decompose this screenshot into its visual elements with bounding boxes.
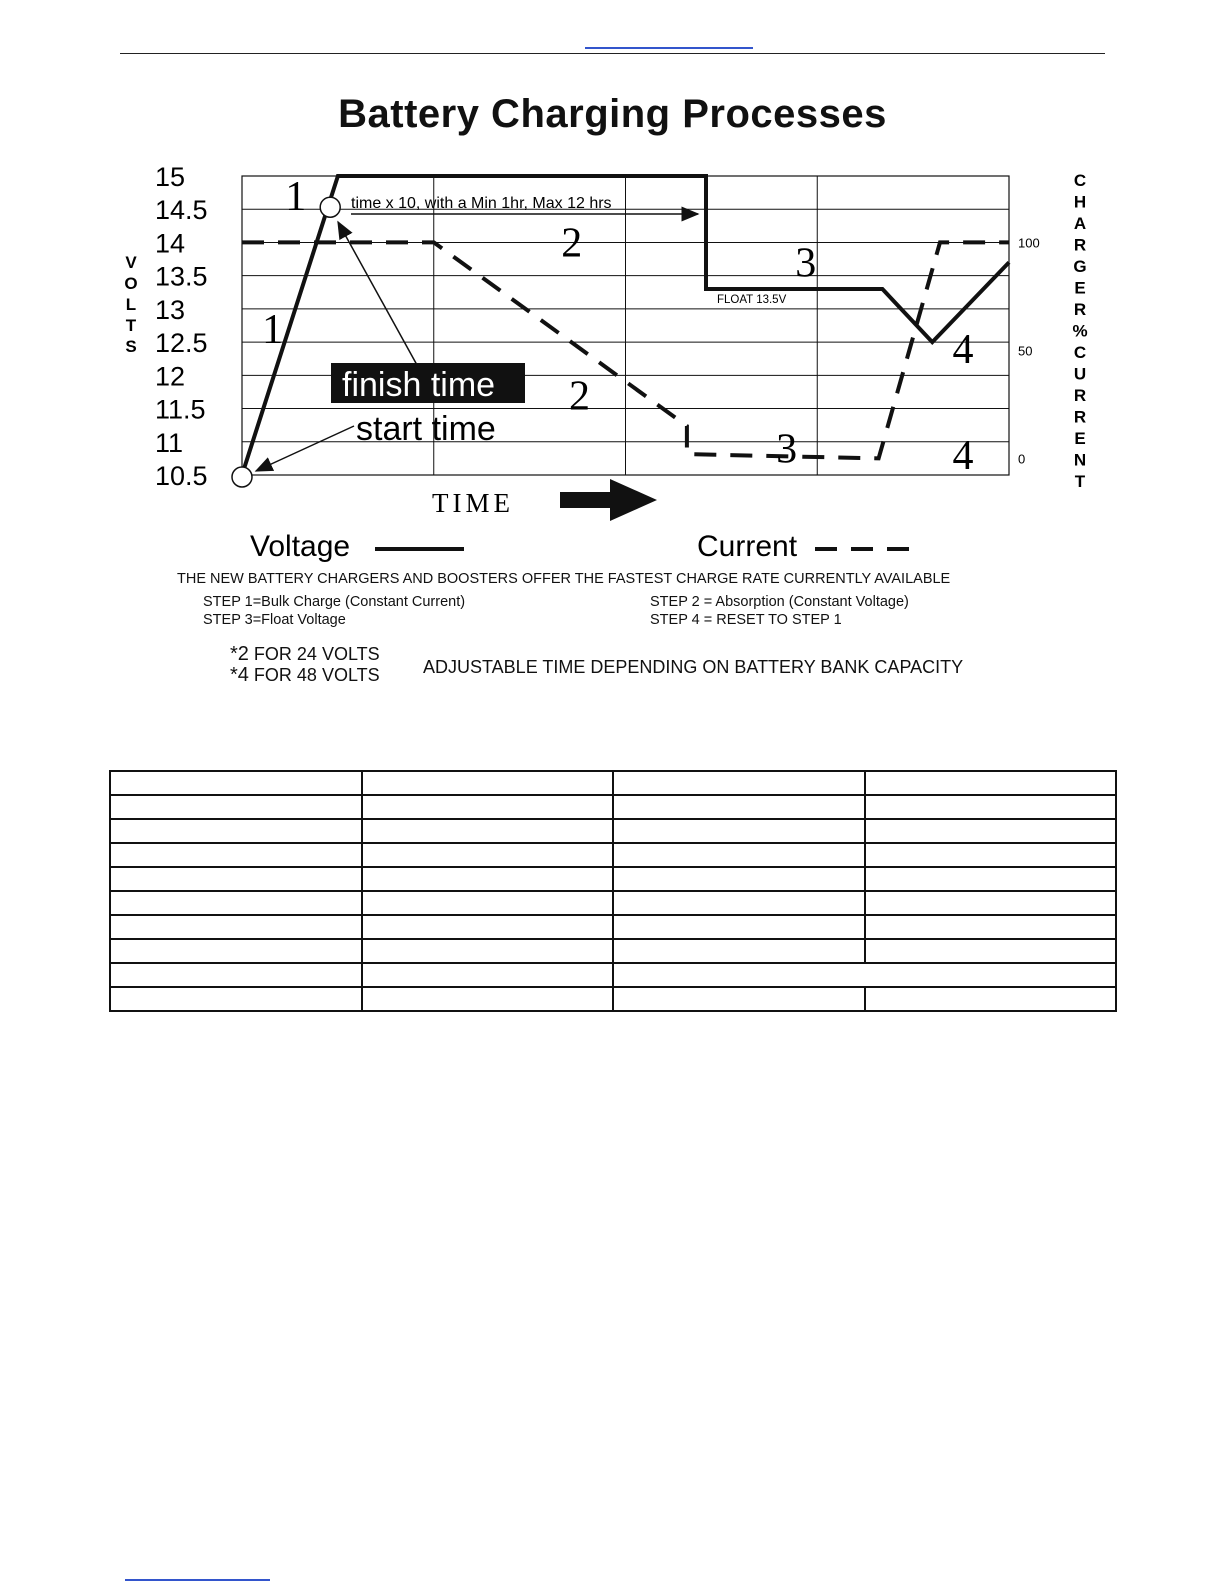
note-48-volts <box>230 664 380 687</box>
y2-tick-labels <box>1018 235 1040 466</box>
table-row <box>110 867 1116 891</box>
y2-axis-label-letter: T <box>1074 472 1086 491</box>
table-row <box>110 963 1116 987</box>
y-tick-label: 10.5 <box>155 461 208 491</box>
y-tick-label: 12 <box>155 361 186 392</box>
table-row <box>110 819 1116 843</box>
y2-axis-label-letter: E <box>1074 278 1086 298</box>
blank-spec-table <box>109 770 1117 1012</box>
footer-link[interactable] <box>125 1579 270 1581</box>
note-24-volts <box>230 643 380 666</box>
table-row <box>110 891 1116 915</box>
note-24-text: FOR 24 VOLTS <box>253 644 380 664</box>
y-tick-label: 15 <box>155 162 186 192</box>
step2-text: STEP 2 = Absorption (Constant Voltage) <box>650 594 909 610</box>
time-direction-arrow-icon <box>560 479 657 521</box>
y-tick-label: 12.5 <box>155 328 208 359</box>
step-number-label: 1 <box>262 306 284 353</box>
y2-tick-label: 50 <box>1018 343 1033 359</box>
y-axis-label-letter: V <box>125 253 137 272</box>
start-time-arrow <box>256 426 354 471</box>
step1-text: STEP 1=Bulk Charge (Constant Current) <box>203 594 466 610</box>
legend-voltage-label: Voltage <box>250 530 351 563</box>
y-tick-label: 13.5 <box>155 261 208 292</box>
y2-axis-label-letter: R <box>1073 386 1087 405</box>
time-note-annotation: time x 10, with a Min 1hr, Max 12 hrs <box>351 195 612 212</box>
table-row <box>110 915 1116 939</box>
legend-current-label: Current <box>697 530 798 563</box>
float-annotation: FLOAT 13.5V <box>717 294 787 306</box>
y-tick-label: 14 <box>155 228 186 259</box>
y-tick-label: 14.5 <box>155 195 208 226</box>
y2-axis-label-letter: E <box>1074 429 1086 448</box>
step3-text: STEP 3=Float Voltage <box>203 612 346 628</box>
y2-axis-label-letter: R <box>1073 300 1087 319</box>
step-number-label: 3 <box>795 240 817 287</box>
step-number-label: 1 <box>285 173 307 220</box>
y2-tick-label: 0 <box>1018 451 1026 467</box>
y2-axis-label-letter: % <box>1072 321 1088 341</box>
step-number-label: 2 <box>561 220 583 267</box>
start-time-annotation: start time <box>356 410 496 448</box>
adjustable-time-note: ADJUSTABLE TIME DEPENDING ON BATTERY BANK CAPACITY <box>423 657 964 677</box>
y-axis-label <box>124 253 137 356</box>
step-number-label: 2 <box>568 373 590 420</box>
table-row <box>110 843 1116 867</box>
y2-axis-label-letter: N <box>1073 450 1087 470</box>
y2-axis-label-letter: H <box>1073 192 1087 212</box>
y-axis-label-letter: L <box>125 295 137 314</box>
step-number-label: 3 <box>776 426 798 473</box>
step-number-label: 4 <box>952 326 974 373</box>
y-tick-label: 11 <box>155 427 184 458</box>
table-row <box>110 795 1116 819</box>
table-row <box>110 939 1116 963</box>
y-tick-label: 13 <box>155 294 186 325</box>
chart-caption: THE NEW BATTERY CHARGERS AND BOOSTERS OFFER THE FASTEST CHARGE RATE CURRENTLY AVAILABLE <box>177 571 951 587</box>
table-row <box>110 987 1116 1011</box>
y2-axis-label-letter: G <box>1073 257 1087 276</box>
page-title: Battery Charging Processes <box>338 92 887 136</box>
bulk-end-marker <box>320 197 340 217</box>
step-number-label: 4 <box>952 433 974 480</box>
y-tick-label: 11.5 <box>155 394 206 425</box>
y-tick-labels <box>155 162 208 491</box>
step4-text: STEP 4 = RESET TO STEP 1 <box>650 612 842 628</box>
note-24-multiplier: *2 <box>230 643 249 665</box>
y2-axis-label <box>1072 171 1087 491</box>
y-axis-label-letter: O <box>124 274 138 293</box>
y2-axis-label-letter: A <box>1073 214 1087 233</box>
y-axis-label-letter: S <box>125 337 137 356</box>
y2-axis-label-letter: C <box>1073 343 1087 362</box>
y2-axis-label-letter: U <box>1073 364 1087 384</box>
y2-axis-label-letter: R <box>1073 235 1087 255</box>
y-axis-label-letter: T <box>125 316 137 335</box>
y2-tick-label: 100 <box>1018 235 1040 251</box>
note-48-multiplier: *4 <box>230 664 249 686</box>
table-row <box>110 771 1116 795</box>
finish-time-annotation: finish time <box>342 366 496 404</box>
battery-charging-chart <box>0 0 1225 720</box>
note-48-text: FOR 48 VOLTS <box>253 665 380 685</box>
y2-axis-label-letter: R <box>1073 407 1087 427</box>
y2-axis-label-letter: C <box>1073 171 1087 190</box>
x-axis-label: TIME <box>432 488 514 518</box>
start-point-marker <box>232 467 252 487</box>
